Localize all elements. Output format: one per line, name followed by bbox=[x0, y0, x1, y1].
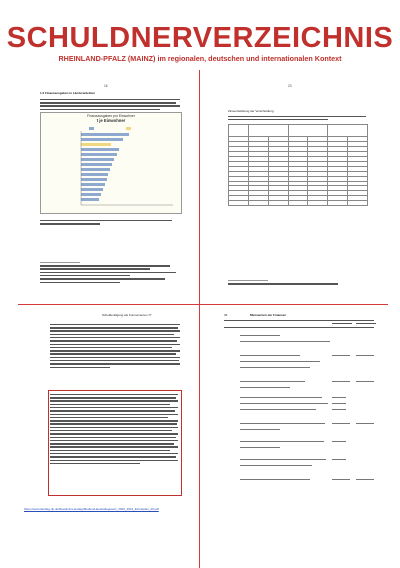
budget-row bbox=[224, 380, 374, 384]
budget-row bbox=[224, 408, 374, 412]
data-table bbox=[228, 124, 368, 206]
budget-row bbox=[224, 360, 374, 364]
section-heading: 1.2 Finanzausgaben in Länderanleihen bbox=[40, 91, 96, 95]
column-headers bbox=[224, 322, 374, 326]
footnotes bbox=[40, 260, 180, 285]
document-page-top-left bbox=[22, 78, 192, 300]
body-text bbox=[50, 322, 180, 370]
table-caption: Zinsentwicklung der Verschuldung bbox=[228, 110, 368, 122]
budget-row bbox=[224, 354, 374, 358]
page-header bbox=[0, 0, 400, 72]
page-number: 36 bbox=[224, 313, 228, 317]
budget-row bbox=[224, 464, 374, 468]
document-page-top-right bbox=[210, 78, 378, 300]
body-text bbox=[40, 97, 180, 112]
budget-row bbox=[224, 478, 374, 482]
budget-row bbox=[224, 422, 374, 426]
budget-row bbox=[224, 340, 374, 344]
horizontal-divider bbox=[18, 304, 388, 305]
budget-row bbox=[224, 334, 374, 338]
budget-row bbox=[224, 440, 374, 444]
header-rule bbox=[224, 320, 374, 321]
document-page-bottom-left bbox=[22, 310, 192, 560]
document-page-bottom-right bbox=[210, 310, 378, 560]
page-title: SCHULDNERVERZEICHNIS bbox=[6, 22, 394, 54]
highlighted-text bbox=[50, 392, 180, 466]
source-link[interactable]: https://www.landtag.rlp.de/fileadmin/Landtag/Medien/Haushaltsgesetz_2020_2021_Einzelplan_20.pdf bbox=[24, 507, 159, 511]
budget-row bbox=[224, 428, 374, 432]
page-number: 16 bbox=[104, 84, 108, 88]
budget-row bbox=[224, 386, 374, 390]
page-number: 23 bbox=[288, 84, 292, 88]
chart-bars bbox=[41, 113, 181, 213]
budget-row bbox=[224, 366, 374, 370]
header-rule-2 bbox=[224, 327, 374, 328]
bar-chart bbox=[40, 112, 182, 214]
chart-subtitle: t je Einwohner bbox=[96, 118, 126, 123]
footnote bbox=[228, 278, 368, 286]
section-heading: Ministerium der Finanzen bbox=[250, 313, 287, 317]
running-header: Schuldentilgung als Konsumenten 77 bbox=[102, 313, 152, 317]
vertical-divider bbox=[199, 70, 200, 568]
chart-title: Finanzausgaben pro Einwohner bbox=[87, 114, 135, 118]
budget-row bbox=[224, 402, 374, 406]
budget-row bbox=[224, 446, 374, 450]
budget-row bbox=[224, 458, 374, 462]
page-subtitle: RHEINLAND-PFALZ (MAINZ) im regionalen, deutschen und internationalen Kontext bbox=[58, 54, 342, 63]
budget-row bbox=[224, 396, 374, 400]
caption-text bbox=[40, 218, 180, 226]
